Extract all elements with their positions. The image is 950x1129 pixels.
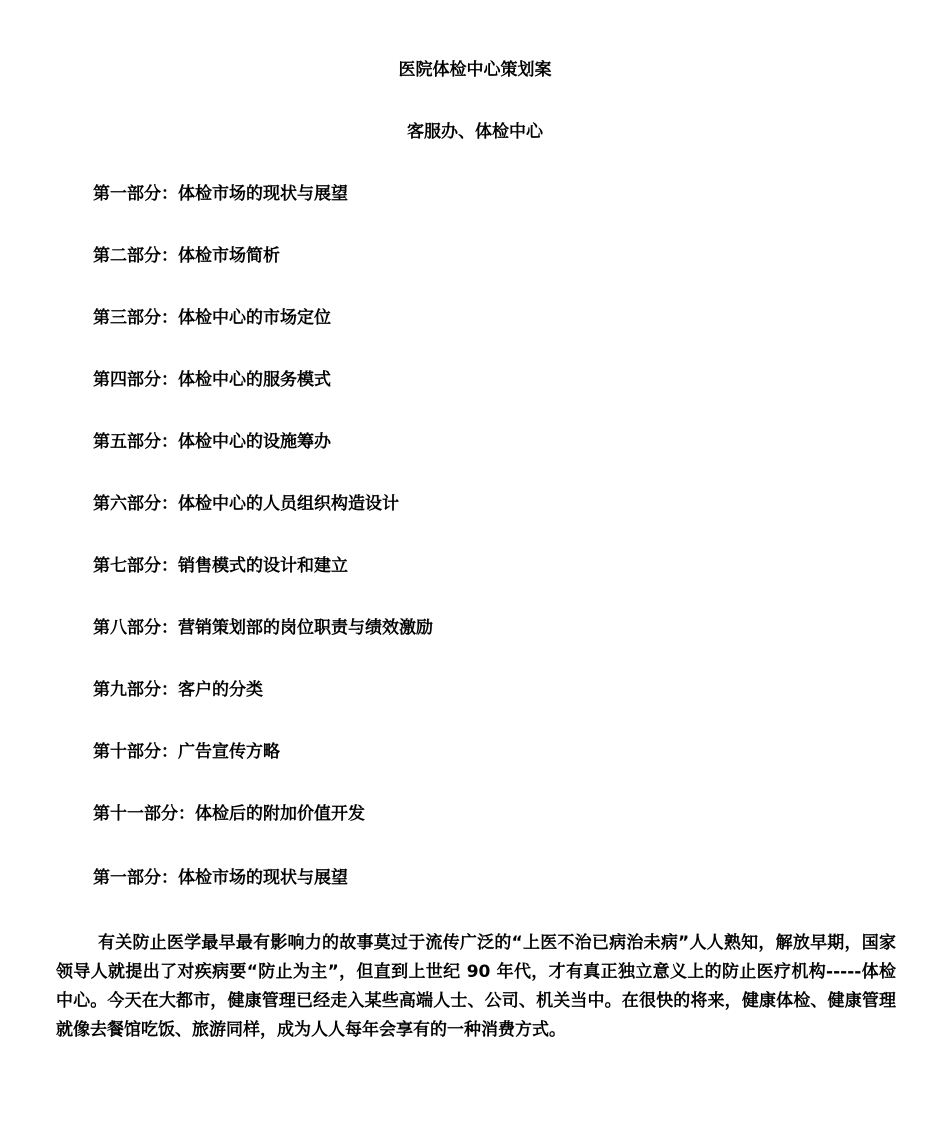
document-title: 医院体检中心策划案 xyxy=(398,60,552,80)
toc-item: 第十一部分：体检后的附加价值开发 xyxy=(93,804,365,824)
table-of-contents xyxy=(93,183,433,865)
toc-item: 第八部分：营销策划部的岗位职责与绩效激励 xyxy=(93,618,433,638)
toc-item: 第二部分：体检市场简析 xyxy=(93,246,280,266)
toc-item: 第四部分：体检中心的服务模式 xyxy=(93,370,331,390)
toc-item: 第三部分：体检中心的市场定位 xyxy=(93,308,331,328)
section-heading: 第一部分：体检市场的现状与展望 xyxy=(93,868,348,888)
document-subtitle: 客服办、体检中心 xyxy=(407,122,543,142)
toc-item: 第七部分：销售模式的设计和建立 xyxy=(93,556,348,576)
toc-item: 第九部分：客户的分类 xyxy=(93,680,263,700)
toc-item: 第六部分：体检中心的人员组织构造设计 xyxy=(93,494,399,514)
body-paragraph: 有关防止医学最早最有影响力的故事莫过于流传广泛的“上医不治已病治未病”人人熟知，解放早期，国家领导人就提出了对疾病要“防止为主”，但直到上世纪 90 年代，才有真正独立意义上的防止医疗机构-----体检中心。今天在大都市，健康管理已经走入某些高端人士、公司、机关当中。在很快的将来，健康体检、健康管理就像去餐馆吃饭、旅游同样，成为人人每年会享有的一种消费方式。 xyxy=(56,933,896,1040)
toc-item: 第五部分：体检中心的设施筹办 xyxy=(93,432,331,452)
toc-item: 第十部分：广告宣传方略 xyxy=(93,742,280,762)
toc-item: 第一部分：体检市场的现状与展望 xyxy=(93,184,348,204)
